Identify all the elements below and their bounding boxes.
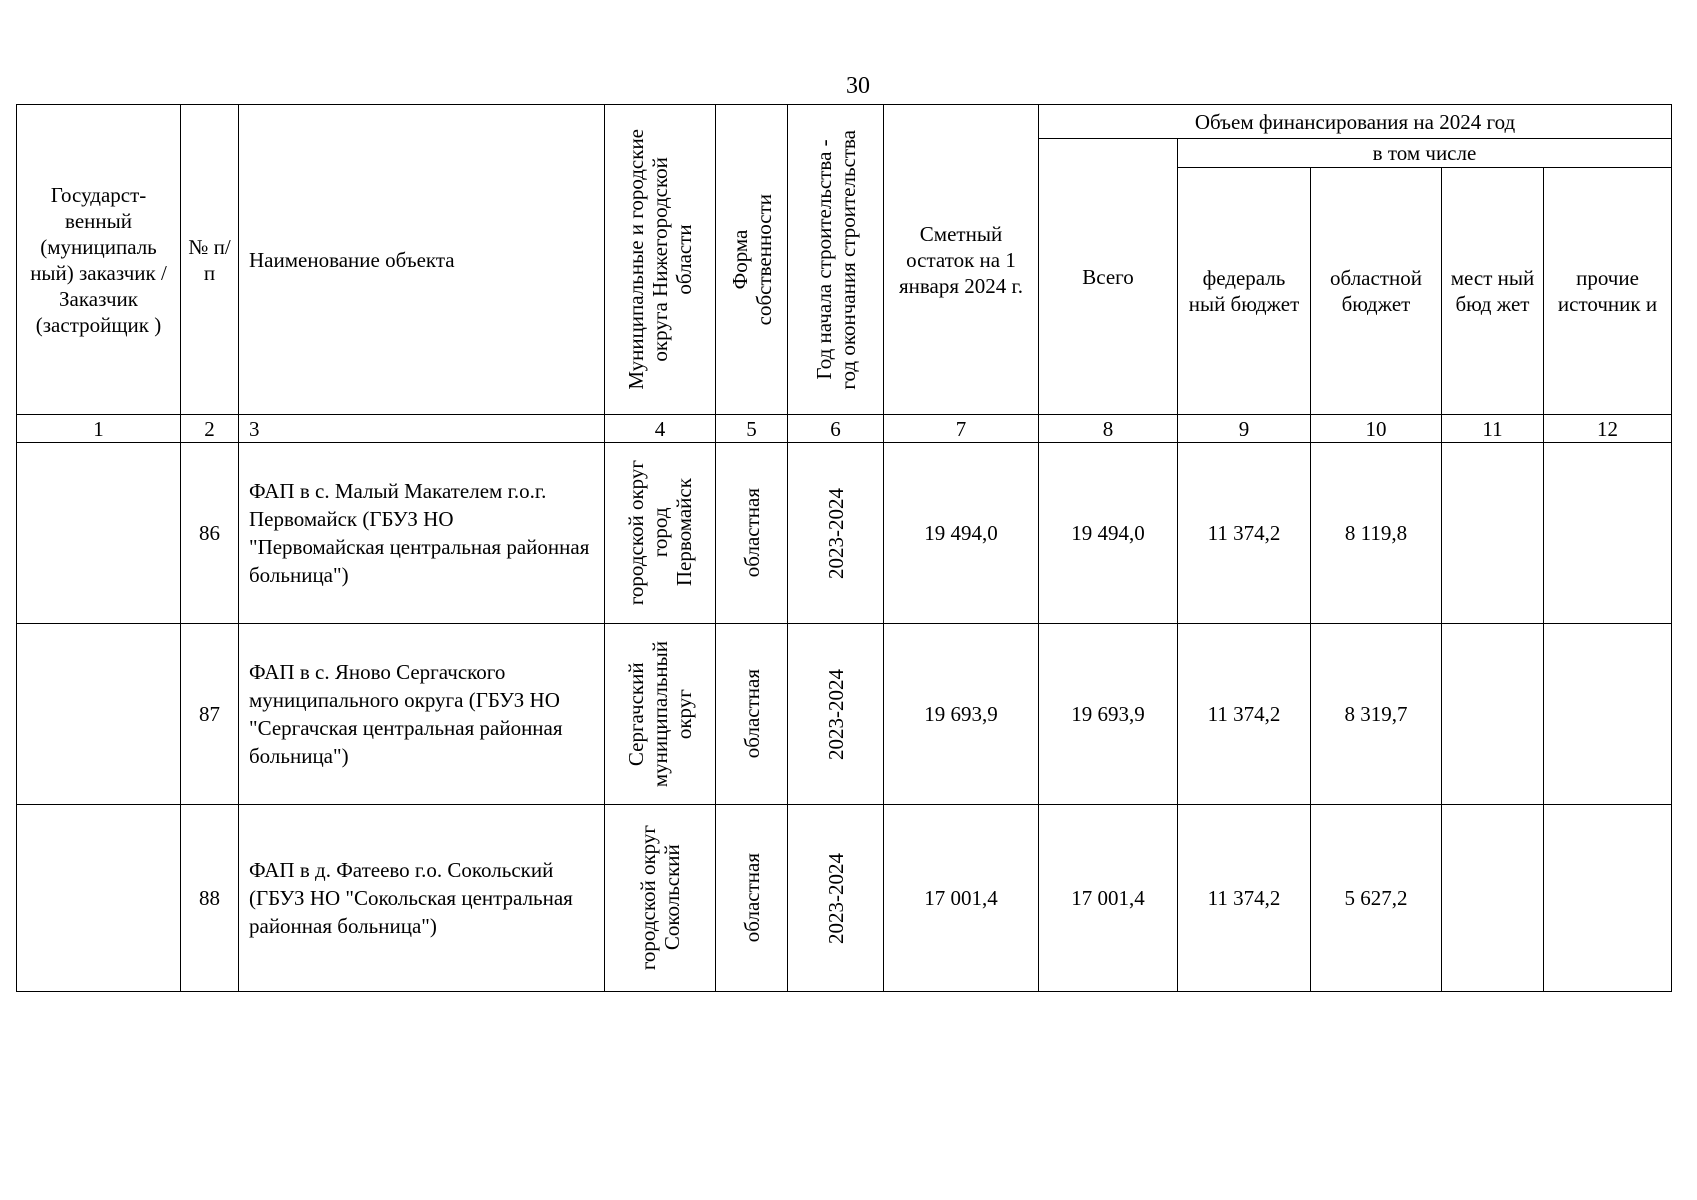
cell-other bbox=[1544, 443, 1672, 624]
financing-table bbox=[16, 104, 1672, 992]
header-number: № п/п bbox=[181, 105, 239, 415]
header-other: прочие источник и bbox=[1544, 168, 1672, 415]
cell-ownership: областная bbox=[716, 805, 788, 992]
cell-object-name: ФАП в с. Малый Макателем г.о.г. Первомайск (ГБУЗ НО "Первомайская центральная районная больница") bbox=[239, 443, 605, 624]
header-ownership: Форма собственности bbox=[716, 105, 788, 415]
page-number: 30 bbox=[846, 73, 870, 99]
cell-years: 2023-2024 bbox=[788, 805, 884, 992]
column-number: 7 bbox=[884, 415, 1039, 443]
cell-ownership: областная bbox=[716, 624, 788, 805]
cell-total: 19 494,0 bbox=[1039, 443, 1178, 624]
cell-number: 87 bbox=[181, 624, 239, 805]
cell-number: 88 bbox=[181, 805, 239, 992]
cell-municipality: городской округ город Первомайск bbox=[605, 443, 716, 624]
header-regional: областной бюджет bbox=[1311, 168, 1442, 415]
header-federal: федераль ный бюджет bbox=[1178, 168, 1311, 415]
cell-object-name: ФАП в д. Фатеево г.о. Сокольский (ГБУЗ НО "Сокольская центральная районная больница") bbox=[239, 805, 605, 992]
header-estimate: Сметный остаток на 1 января 2024 г. bbox=[884, 105, 1039, 415]
cell-local bbox=[1442, 624, 1544, 805]
cell-total: 17 001,4 bbox=[1039, 805, 1178, 992]
column-number: 8 bbox=[1039, 415, 1178, 443]
cell-estimate: 19 494,0 bbox=[884, 443, 1039, 624]
cell-other bbox=[1544, 624, 1672, 805]
column-number: 12 bbox=[1544, 415, 1672, 443]
cell-federal: 11 374,2 bbox=[1178, 805, 1311, 992]
header-municipality: Муниципальные и городские округа Нижегородской области bbox=[605, 105, 716, 415]
header-object-name: Наименование объекта bbox=[239, 105, 605, 415]
table-row bbox=[17, 443, 1672, 624]
header-local: мест ный бюд жет bbox=[1442, 168, 1544, 415]
cell-regional: 8 319,7 bbox=[1311, 624, 1442, 805]
cell-number: 86 bbox=[181, 443, 239, 624]
cell-ownership: областная bbox=[716, 443, 788, 624]
column-number: 1 bbox=[17, 415, 181, 443]
header-including: в том числе bbox=[1178, 139, 1672, 168]
cell-regional: 8 119,8 bbox=[1311, 443, 1442, 624]
cell-other bbox=[1544, 805, 1672, 992]
column-number: 10 bbox=[1311, 415, 1442, 443]
header-total: Всего bbox=[1039, 139, 1178, 415]
table-row bbox=[17, 805, 1672, 992]
cell-local bbox=[1442, 805, 1544, 992]
cell-estimate: 17 001,4 bbox=[884, 805, 1039, 992]
cell-estimate: 19 693,9 bbox=[884, 624, 1039, 805]
cell-customer bbox=[17, 443, 181, 624]
cell-customer bbox=[17, 805, 181, 992]
column-number: 2 bbox=[181, 415, 239, 443]
column-number: 6 bbox=[788, 415, 884, 443]
cell-years: 2023-2024 bbox=[788, 624, 884, 805]
column-number: 11 bbox=[1442, 415, 1544, 443]
header-row-1 bbox=[17, 105, 1672, 139]
cell-municipality: городской округ Сокольский bbox=[605, 805, 716, 992]
cell-municipality: Сергачский муниципальный округ bbox=[605, 624, 716, 805]
cell-federal: 11 374,2 bbox=[1178, 624, 1311, 805]
column-number: 3 bbox=[239, 415, 605, 443]
cell-total: 19 693,9 bbox=[1039, 624, 1178, 805]
cell-years: 2023-2024 bbox=[788, 443, 884, 624]
column-numbers-row bbox=[17, 415, 1672, 443]
header-funding: Объем финансирования на 2024 год bbox=[1039, 105, 1672, 139]
header-years: Год начала строительства - год окончания строительства bbox=[788, 105, 884, 415]
column-number: 9 bbox=[1178, 415, 1311, 443]
cell-federal: 11 374,2 bbox=[1178, 443, 1311, 624]
cell-customer bbox=[17, 624, 181, 805]
cell-object-name: ФАП в с. Яново Сергачского муниципального округа (ГБУЗ НО "Сергачская центральная районная больница") bbox=[239, 624, 605, 805]
cell-regional: 5 627,2 bbox=[1311, 805, 1442, 992]
cell-local bbox=[1442, 443, 1544, 624]
header-customer: Государст-венный (муниципаль ный) заказчик / Заказчик (застройщик ) bbox=[17, 105, 181, 415]
column-number: 5 bbox=[716, 415, 788, 443]
column-number: 4 bbox=[605, 415, 716, 443]
table-row bbox=[17, 624, 1672, 805]
